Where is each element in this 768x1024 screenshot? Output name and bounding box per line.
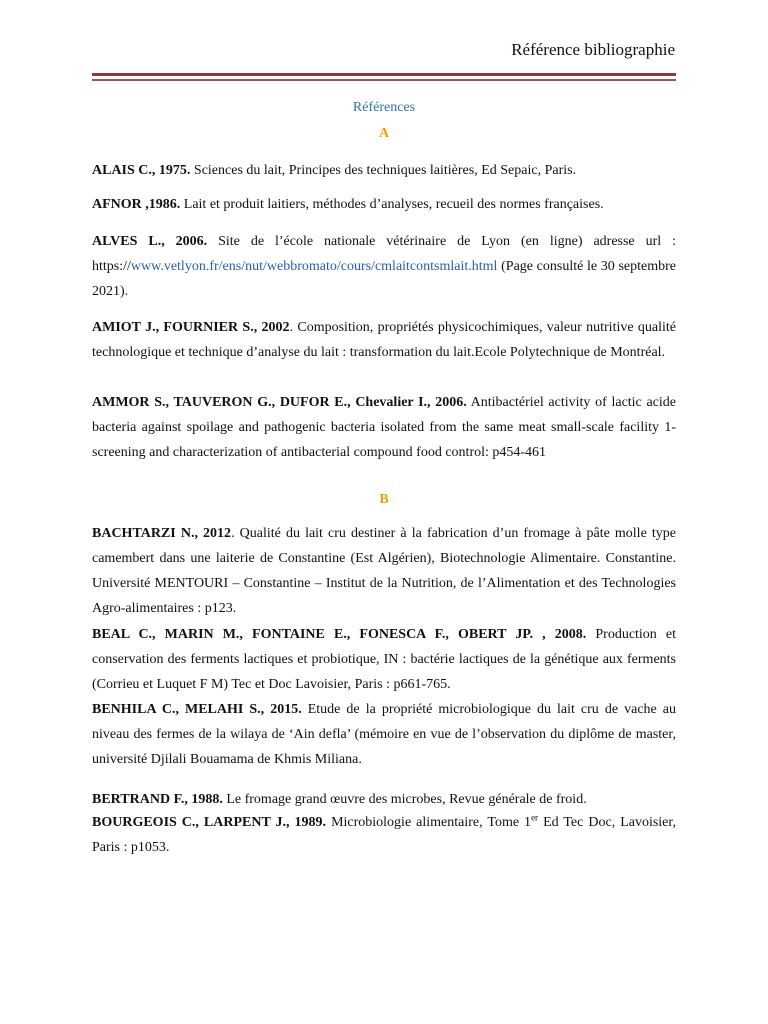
ref-superscript: er (531, 812, 539, 823)
ref-bachtarzi (92, 521, 676, 621)
header-rule-thick (92, 73, 676, 76)
letter-heading-a: A (378, 126, 390, 141)
ref-text: Le fromage grand œuvre des microbes, Revue générale de froid. (222, 792, 587, 807)
ref-author: AMMOR S., TAUVERON G., DUFOR E., Chevalier I., 2006. (92, 395, 467, 410)
ref-text: (Page consulté le 30 septembre 2021). (92, 259, 676, 299)
ref-author: AMIOT J., FOURNIER S., 2002 (92, 320, 290, 335)
ref-author: BOURGEOIS C., LARPENT J., 1989. (92, 815, 327, 830)
ref-text: Site de l’école nationale vétérinaire de Lyon (en ligne) adresse url : https:// (92, 234, 676, 274)
ref-author: BACHTARZI N., 2012 (92, 526, 232, 541)
ref-text: Production et conservation des ferments lactiques et probiotique, IN : bactérie lactiques de la génétique aux ferments (Corrieu et Luquet F M) Tec et Doc Lavoisier, Paris : p661-765. (92, 627, 677, 692)
letter-heading-b: B (379, 492, 389, 507)
ref-alais (92, 158, 676, 183)
ref-text: Etude de la propriété microbiologique du lait cru de vache au niveau des fermes de la wilaya de ‘Ain defla’ (mémoire en vue de l’observation du diplôme de master, université Djilali Bouamama de Khmis Miliana. (92, 702, 676, 767)
ref-alves (92, 229, 676, 304)
ref-benhila (92, 697, 676, 772)
running-header-title: Référence bibliographie (511, 40, 675, 59)
ref-text: Lait et produit laitiers, méthodes d’analyses, recueil des normes françaises. (180, 197, 604, 212)
ref-author: BENHILA C., MELAHI S., 2015. (92, 702, 302, 717)
ref-text: . Qualité du lait cru destiner à la fabrication d’un fromage à pâte molle type camembert dans une laiterie de Constantine (Est Algérien), Biotechnologie Alimentaire. Constantine. Université MENTOURI – Constantine – Institut de la Nutrition, de l’Alimentation et des Technologies Agro-alimentaires : p123. (92, 526, 676, 616)
ref-url-link[interactable]: www.vetlyon.fr/ens/nut/webbromato/cours/cmlaitcontsmlait.html (130, 259, 498, 274)
ref-text: . Composition, propriétés physicochimiques, valeur nutritive qualité technologique et technique d’analyse du lait : transformation du lait.Ecole Polytechnique de Montréal. (92, 320, 676, 360)
ref-bourgeois (92, 810, 676, 860)
ref-beal (92, 622, 676, 697)
ref-author: BERTRAND F., 1988. (92, 792, 223, 807)
ref-author: BEAL C., MARIN M., FONTAINE E., FONESCA F., OBERT JP. , 2008. (92, 627, 587, 642)
ref-amiot (92, 315, 676, 365)
ref-text: Ed Tec Doc, Lavoisier, Paris : p1053. (92, 815, 676, 855)
ref-ammor (92, 390, 676, 465)
ref-author: AFNOR ,1986. (92, 197, 181, 212)
ref-text: Microbiologie alimentaire, Tome 1 (326, 815, 532, 830)
ref-text: Sciences du lait, Principes des techniques laitières, Ed Sepaic, Paris. (190, 163, 577, 178)
ref-bertrand (92, 787, 676, 812)
ref-text: Antibactériel activity of lactic acide bacteria against spoilage and pathogenic bacteria isolated from the same meat small-scale facility 1- screening and characterization of antibacterial compound food control: p454-461 (92, 395, 677, 460)
ref-author: ALAIS C., 1975. (92, 163, 191, 178)
section-title: Références (352, 100, 416, 115)
ref-afnor (92, 192, 676, 217)
ref-author: ALVES L., 2006. (92, 234, 208, 249)
header-rule-thin (92, 79, 676, 81)
